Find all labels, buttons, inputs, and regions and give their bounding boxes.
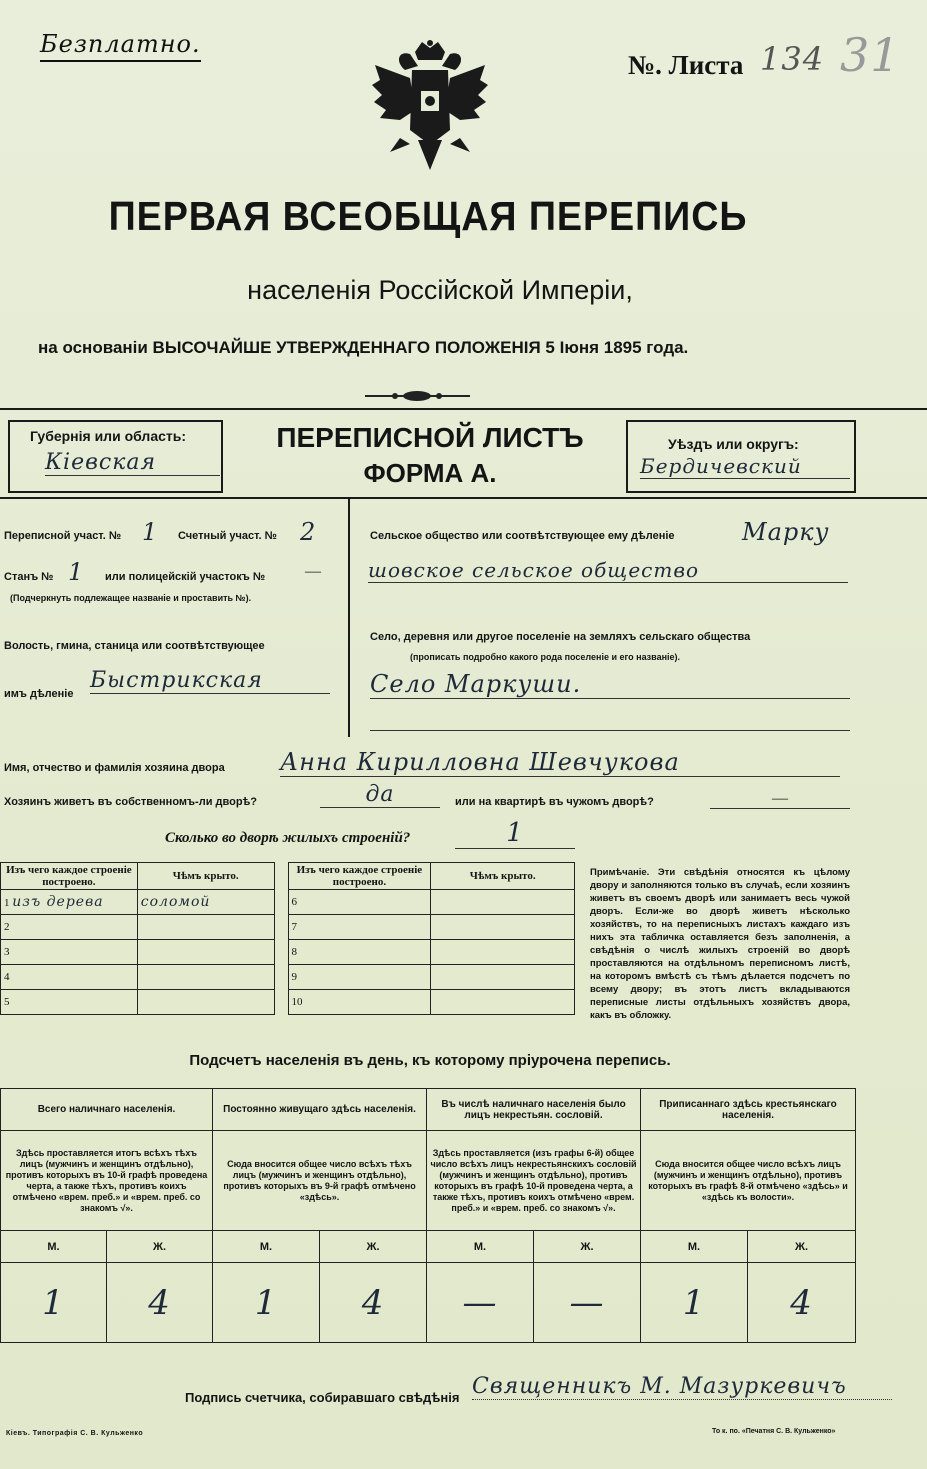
sheet-number-extra: 31	[840, 28, 901, 82]
zh-label: Ж.	[107, 1231, 213, 1263]
village-note: (прописать подробно какого рода поселеніе и его названіе).	[410, 652, 681, 662]
col-material-2: Изъ чего каждое строеніе построено.	[288, 863, 431, 890]
volost-label: Волость, гмина, станица или соотвѣтствующее	[4, 640, 265, 652]
sheet-number-label: №. Листа	[628, 50, 744, 80]
divider	[0, 408, 927, 410]
gubernia-value: Кіевская	[45, 450, 220, 476]
double-headed-eagle-emblem	[370, 40, 490, 175]
underline-note: (Подчеркнуть подлежащее названіе и проставить №).	[10, 593, 252, 603]
census-basis: на основаніи ВЫСОЧАЙШЕ УТВЕРЖДЕННАГО ПОЛОЖЕНІЯ 5 Іюня 1895 года.	[38, 338, 689, 357]
village-label: Село, деревня или другое поселеніе на земляхъ сельскаго общества	[370, 631, 751, 643]
row-number: 1	[4, 897, 10, 909]
desc-total: Здѣсь проставляется итогъ всѣхъ тѣхъ лицъ (мужчинъ и женщинъ отдѣльно), противъ которыхъ въ 10-й графѣ проведена черта, а также тѣхъ, противъ коихъ отмѣчено «врем. преб.» и «врем. преб. со знакомъ √».	[1, 1131, 213, 1231]
printer-left: Кіевъ. Типографія С. В. Кульженко	[6, 1430, 144, 1437]
volost-label-2: имъ дѣленіе	[4, 688, 74, 700]
count-value: 1	[213, 1263, 320, 1343]
header-non-peasant: Въ числѣ наличнаго населенія было лицъ некрестьян. сословій.	[427, 1089, 641, 1131]
col-roof-2: Чѣмъ крыто.	[431, 863, 575, 890]
zh-label: Ж.	[748, 1231, 856, 1263]
schetny-label: Счетный участ. №	[178, 530, 277, 542]
other-yard-value: —	[710, 790, 850, 809]
society-label: Сельское общество или соотвѣтствующее ему дѣленіе	[370, 530, 675, 542]
row-number: 4	[1, 965, 138, 990]
m-label: М.	[427, 1231, 534, 1263]
row-number: 3	[1, 940, 138, 965]
police-value: —	[305, 563, 321, 580]
row-number: 7	[288, 915, 431, 940]
count-value: 1	[641, 1263, 748, 1343]
count-value: 1	[1, 1263, 107, 1343]
ornament-divider	[365, 388, 470, 404]
col-roof: Чѣмъ крыто.	[137, 863, 274, 890]
m-label: М.	[641, 1231, 748, 1263]
row-number: 5	[1, 990, 138, 1015]
zh-label: Ж.	[534, 1231, 641, 1263]
form-subtitle: ФОРМА А.	[363, 458, 497, 488]
form-title: ПЕРЕПИСНОЙ ЛИСТЪ	[276, 422, 584, 453]
buildings-label: Сколько во дворѣ жилыхъ строеній?	[165, 830, 411, 846]
census-title: ПЕРВАЯ ВСЕОБЩАЯ ПЕРЕПИСЬ	[108, 193, 748, 239]
header-peasant: Приписаннаго здѣсь крестьянскаго населенія.	[641, 1089, 856, 1131]
desc-non-peasant: Здѣсь проставляется (изъ графы 6-й) общее число всѣхъ лицъ некрестьянскихъ сословій (мужчинъ и женщинъ отдѣльно), противъ которыхъ въ графѣ 10-й проведена черта, а также тѣхъ, противъ коихъ отмѣчено «врем. преб.» и «врем. преб. со знакомъ √».	[427, 1131, 641, 1231]
roof-value: соломой	[140, 894, 211, 910]
own-yard-label: Хозяинъ живетъ въ собственномъ-ли дворѣ?	[4, 796, 258, 808]
schetny-value: 2	[300, 518, 317, 546]
vertical-divider	[348, 497, 350, 737]
owner-name-label: Имя, отчество и фамилія хозяина двора	[4, 762, 225, 774]
row-number: 10	[288, 990, 431, 1015]
zh-label: Ж.	[320, 1231, 427, 1263]
police-label: или полицейскій участокъ №	[105, 571, 266, 583]
stan-label: Станъ №	[4, 571, 54, 583]
row-number: 9	[288, 965, 431, 990]
gubernia-label: Губернія или область:	[30, 428, 187, 444]
count-value: 4	[107, 1263, 213, 1343]
printer-right: То к. по. «Печатня С. В. Кульженко»	[712, 1428, 836, 1435]
free-label: Безплатно.	[40, 30, 201, 62]
note-text: Примѣчаніе. Эти свѣдѣнія относятся къ цѣлому двору и заполняются только въ случаѣ, если хозяинъ живетъ въ своемъ дворѣ или занимаетъ весь чужой дворъ. Если-же во дворѣ живетъ нѣсколько хозяйствъ, то на переписныхъ листахъ каждаго изъ нихъ эта табличка оставляется безъ заполненія, а свѣдѣнія о числѣ жилыхъ строеній во дворѣ проставляются на отдѣльномъ переписномъ листѣ, на которомъ вмѣстѣ съ тѣмъ дѣлается подсчетъ по всему двору; въ этотъ листъ вкладываются переписные листы отдѣльныхъ хозяйствъ двора, какъ въ обложку.	[590, 867, 850, 1021]
uchastok-label: Переписной участ. №	[4, 530, 122, 542]
signature-label: Подпись счетчика, собиравшаго свѣдѣнія	[185, 1390, 460, 1405]
signature-value: Священникъ М. Мазуркевичъ	[472, 1374, 892, 1400]
society-value-2: шовское сельское общество	[368, 558, 848, 583]
row-number: 6	[288, 890, 431, 915]
blank-line	[370, 730, 850, 731]
row-number: 2	[1, 915, 138, 940]
own-yard-value: да	[320, 782, 440, 808]
society-value: Марку	[742, 518, 830, 546]
uezd-label: Уѣздъ или округъ:	[668, 436, 799, 452]
desc-permanent: Сюда вносится общее число всѣхъ тѣхъ лицъ (мужчинъ и женщинъ отдѣльно), противъ которыхъ въ 9-й графѣ отмѣчено «здѣсь».	[213, 1131, 427, 1231]
m-label: М.	[1, 1231, 107, 1263]
m-label: М.	[213, 1231, 320, 1263]
count-table	[0, 1088, 856, 1343]
uchastok-value: 1	[142, 518, 159, 546]
col-material: Изъ чего каждое строеніе построено.	[1, 863, 138, 890]
other-yard-label: или на квартирѣ въ чужомъ дворѣ?	[455, 796, 654, 808]
volost-value: Быстрикская	[90, 668, 330, 694]
stan-value: 1	[68, 558, 85, 586]
count-value: 4	[320, 1263, 427, 1343]
sheet-number-value: 134	[760, 40, 825, 78]
material-value: изъ дерева	[12, 894, 104, 910]
divider	[0, 497, 927, 499]
desc-peasant: Сюда вносится общее число всѣхъ лицъ (мужчинъ и женщинъ отдѣльно), противъ которыхъ въ графѣ 8-й отмѣчено «здѣсь» и «здѣсь къ волости».	[641, 1131, 856, 1231]
village-value: Село Маркуши.	[370, 670, 850, 699]
owner-name-value: Анна Кирилловна Шевчукова	[280, 748, 840, 777]
buildings-table	[0, 862, 575, 1015]
count-value: —	[534, 1263, 641, 1343]
count-value: —	[427, 1263, 534, 1343]
count-title: Подсчетъ населенія въ день, къ которому пріурочена перепись.	[189, 1052, 671, 1069]
header-total: Всего наличнаго населенія.	[1, 1089, 213, 1131]
row-number: 8	[288, 940, 431, 965]
census-subtitle: населенія Россійской Имперіи,	[247, 275, 633, 305]
buildings-value: 1	[455, 818, 575, 849]
count-value: 4	[748, 1263, 856, 1343]
header-permanent: Постоянно живущаго здѣсь населенія.	[213, 1089, 427, 1131]
uezd-value: Бердичевский	[640, 454, 850, 479]
